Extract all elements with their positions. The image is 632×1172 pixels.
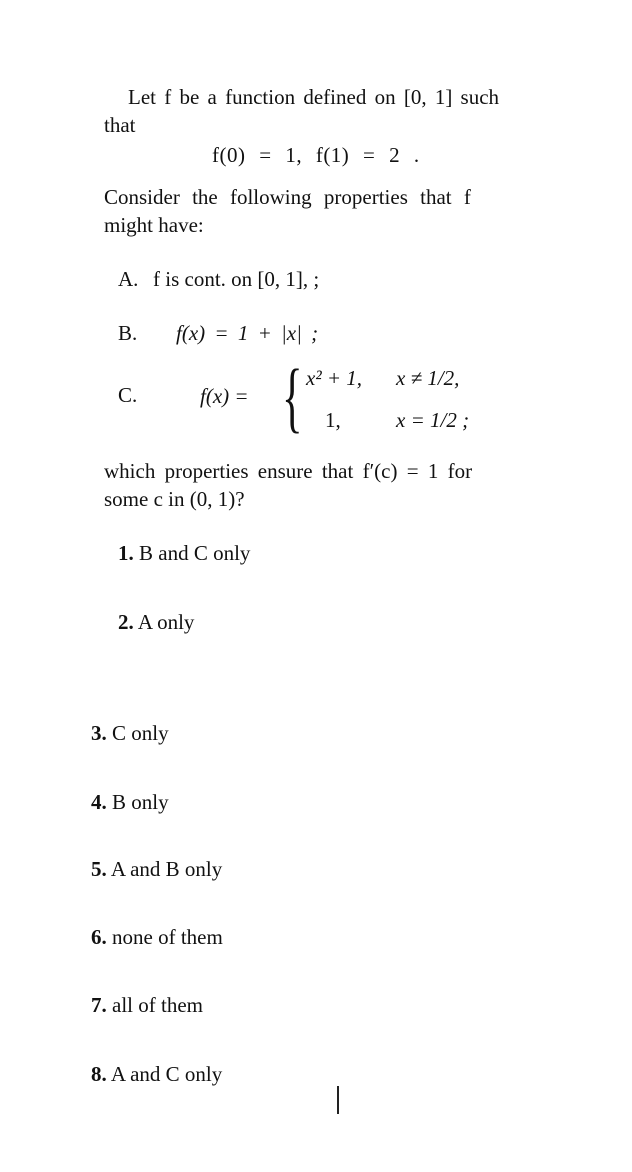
option-1[interactable] [118, 540, 250, 567]
option-4-number: 4. [91, 790, 107, 814]
option-1-number: 1. [118, 541, 134, 565]
property-c-case2-cond: x = 1/2 ; [396, 408, 470, 432]
option-3-number: 3. [91, 721, 107, 745]
intro-line-1 [128, 84, 566, 111]
property-b-label: B. [118, 321, 138, 345]
option-4-text: B only [112, 790, 169, 814]
property-a-text: f is cont. on [0, 1], ; [153, 267, 320, 291]
intro-text-1: Let f be a function defined on [0, 1] such [128, 85, 500, 109]
consider-line-2: might have: [104, 213, 204, 237]
option-3[interactable] [91, 720, 169, 747]
option-5[interactable] [91, 856, 222, 883]
option-6-text: none of them [112, 925, 223, 949]
ask-line-1: which properties ensure that f′(c) = 1 for [104, 459, 473, 483]
option-8-number: 8. [91, 1062, 107, 1086]
option-6-number: 6. [91, 925, 107, 949]
option-7-text: all of them [112, 993, 203, 1017]
option-2-text: A only [137, 610, 195, 634]
intro-line-2: that [104, 113, 136, 137]
option-7-number: 7. [91, 993, 107, 1017]
consider-line-1: Consider the following properties that f [104, 185, 471, 209]
option-6[interactable] [91, 924, 223, 951]
option-2-number: 2. [118, 610, 134, 634]
property-c-label: C. [118, 383, 138, 407]
property-c-case1-cond: x ≠ 1/2, [396, 366, 460, 390]
piecewise-brace: { [282, 353, 303, 440]
text-cursor [337, 1086, 339, 1114]
ask-line-2: some c in (0, 1)? [104, 487, 245, 511]
property-c-lhs: f(x) = [200, 384, 249, 408]
property-c-case2-expr: 1, [325, 408, 341, 432]
option-8[interactable] [91, 1061, 222, 1088]
option-8-text: A and C only [110, 1062, 223, 1086]
option-4[interactable] [91, 789, 169, 816]
option-5-text: A and B only [110, 857, 223, 881]
option-5-number: 5. [91, 857, 107, 881]
option-2[interactable] [118, 609, 194, 636]
option-1-text: B and C only [139, 541, 251, 565]
option-3-text: C only [112, 721, 169, 745]
option-7[interactable] [91, 992, 203, 1019]
given-equation: f(0) = 1, f(1) = 2 . [212, 143, 420, 167]
property-a-label: A. [118, 267, 139, 291]
property-b-text: f(x) = 1 + |x| ; [176, 321, 319, 345]
property-c-case1-expr: x² + 1, [306, 366, 363, 390]
